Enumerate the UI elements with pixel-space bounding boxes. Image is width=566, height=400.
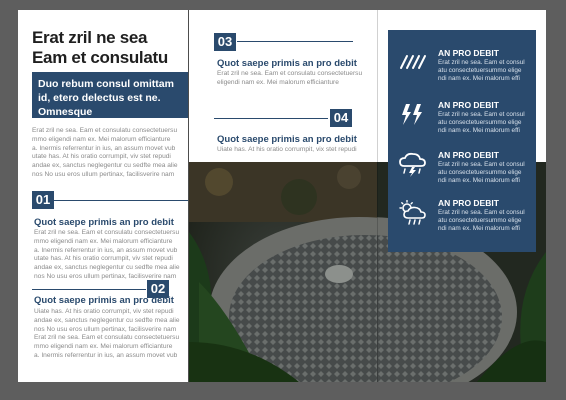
text-line: ndi nam ex. Mei malorum effi [438,177,520,184]
brochure-panel-left [18,10,188,382]
feature-item [394,198,534,246]
text-line: Erat zril ne sea. Eam et consulatu consectetuersu [217,70,363,77]
text-line: nos No usu eros ullum pertinax, facilisverire nam [34,325,177,333]
text-line: ndi nam ex. Mei malorum effi [438,127,520,134]
text-line: Erat zril ne sea. Eam et consul [438,209,525,216]
section-text [217,146,373,155]
section-heading: Quot saepe primis an pro debit [217,58,357,69]
text-line: a. Inermis referrentur in ius, an assum movet vub [34,351,178,359]
page-title [32,28,188,68]
section-heading: Quot saepe primis an pro debit [217,134,357,145]
lightning-icon [398,102,428,128]
brochure-panel-right [377,10,546,382]
text-line: andae ex, sanctus neglegentur cu sedfte mea alie [34,264,180,272]
text-line: utate has. At his oratio corrumpit, viv stet repudi [32,153,171,161]
text-line: Erat zril ne sea. Eam et consulatu consectetuersu [34,334,180,342]
feature-heading: AN PRO DEBIT [438,150,499,160]
text-line: mmo eligendi nam ex. Mei malorum efficianture [34,343,173,351]
section-text [34,229,188,282]
photo-illustration [189,162,377,382]
section-text [217,70,373,88]
sun-rain-cloud-icon [398,200,428,226]
feature-heading: AN PRO DEBIT [438,100,499,110]
text-line: utate has. At his oratio corrumpit, viv stet repudi [34,255,173,263]
feature-item [394,150,534,198]
text-line: ndi nam ex. Mei malorum effi [438,75,520,82]
text-line: mmo eligendi nam ex. Mei malorum efficianture [34,237,173,245]
text-line: atu consectetuersummo elige [438,119,522,126]
section-heading: Quot saepe primis an pro debit [34,217,174,228]
text-line: andae ex, sanctus neglegentur cu sedfte mea alie [32,162,178,170]
text-line: andae ex, sanctus neglegentur cu sedfte mea alie [34,316,180,324]
section-divider [214,118,328,119]
feature-heading: AN PRO DEBIT [438,48,499,58]
text-line: eligendi nam ex. Mei malorum efficianture [217,78,339,86]
intro-banner: Duo rebum consul omittam id, etero delectus est ne. Omnesque [32,72,188,118]
feature-text [438,161,536,185]
section-heading: Quot saepe primis an pro debit [34,295,174,306]
title-line-2: Eam et consulatu [32,48,168,67]
feature-item [394,48,534,96]
feature-item [394,100,534,148]
intro-text [32,127,188,180]
text-line: atu consectetuersummo elige [438,169,522,176]
text-line: Erat zril ne sea. Eam et consulatu consectetuersu [34,229,180,236]
text-line: a. Inermis referrentur in ius, an assum movet vub [32,144,176,152]
text-line: atu consectetuersummo elige [438,67,522,74]
text-line: nos No usu eros ullum pertinax, facilisverire nam [34,272,177,280]
title-line-1: Erat zril ne sea [32,28,148,47]
brochure-panel-middle [189,10,377,382]
feature-heading: AN PRO DEBIT [438,198,499,208]
text-line: Uiate has. At his oratio corrumpit, vix stet repudi [217,146,357,153]
panel-fold [377,10,378,382]
text-line: a. Inermis referrentur in ius, an assum movet vub [34,246,178,254]
text-line: nos No usu eros ullum pertinax, facilisverire nam [32,170,175,178]
section-text [34,308,188,361]
features-box [388,30,536,252]
section-number-badge: 04 [330,109,352,127]
text-line: Erat zril ne sea. Eam et consul [438,161,525,168]
feature-text [438,111,536,135]
section-divider [237,41,353,42]
manhole-cover-photo [189,162,377,382]
section-number-badge: 03 [214,33,236,51]
section-number-badge: 01 [32,191,54,209]
section-number-badge: 02 [147,280,169,298]
text-line: mmo eligendi nam ex. Mei malorum efficianture [32,135,171,143]
feature-text [438,59,536,83]
section-divider [54,200,188,201]
text-line: Erat zril ne sea. Eam et consul [438,111,525,118]
section-divider [32,289,146,290]
text-line: Uiate has. At his oratio corrumpit, viv stet repudi [34,308,174,315]
text-line: Erat zril ne sea. Eam et consulatu consectetuersu [32,127,178,134]
feature-text [438,209,536,233]
rain-lines-icon [398,50,428,76]
storm-cloud-icon [398,152,428,178]
panel-fold [188,10,189,382]
text-line: ndi nam ex. Mei malorum effi [438,225,520,232]
text-line: Erat zril ne sea. Eam et consul [438,59,525,66]
text-line: atu consectetuersummo elige [438,217,522,224]
